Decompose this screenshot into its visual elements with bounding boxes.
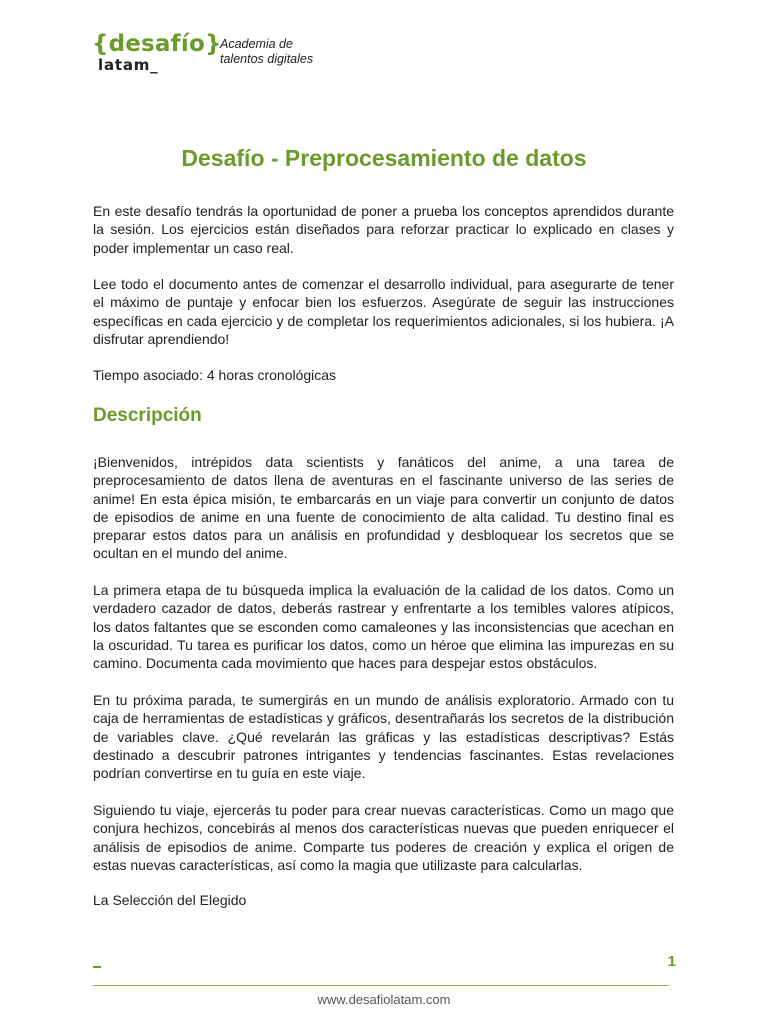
time-note: Tiempo asociado: 4 horas cronológicas [93,367,337,383]
logo-brand: {desafío} [92,31,222,57]
description-paragraph: La Selección del Elegido [93,892,247,908]
footer-dash [93,966,101,968]
time-note-block [93,366,674,384]
intro-paragraph-2-block [93,275,674,348]
intro-paragraph: Lee todo el documento antes de comenzar el desarrollo individual, para asegurarte de tener el máximo de puntaje y enfocar bien los esfuerzos. Asegúrate de seguir las instrucciones específicas en cada ejercicio y de completar los requerimientos adicionales, si los hubiera. ¡A disfrutar aprendiendo! [93,276,674,347]
description-paragraph: ¡Bienvenidos, intrépidos data scientists y fanáticos del anime, a una tarea de preprocesamiento de datos llena de aventuras en el fascinante universo de las series de anime! En esta épica misión, te embarcarás en un viaje para convertir un conjunto de datos de episodios de anime en una fuente de conocimiento de alta calidad. Tu destino final es preparar estos datos para un análisis en profundidad y desbloquear los secretos que se ocultan en el mundo del anime. [93,454,674,562]
footer-divider [93,985,669,986]
tagline-line-2: talentos digitales [220,52,314,66]
section-heading-descripcion: Descripción [93,405,202,426]
description-paragraph-4-block [93,801,674,874]
description-paragraph: Siguiendo tu viaje, ejercerás tu poder para crear nuevas características. Como un mago que conjura hechizos, concebirás al menos dos características nuevas que pueden enriquecer el análisis de episodios de anime. Comparte tus poderes de creación y explica el origen de estas nuevas características, así como la magia que utilizaste para calcularlas. [93,802,674,873]
page-number: 1 [667,953,676,970]
footer-url-link[interactable]: www.desafiolatam.com [317,992,451,1007]
description-paragraph-2-block [93,581,674,672]
description-paragraph-5-block [93,891,674,909]
intro-paragraph-1-block [93,202,674,257]
description-paragraph: En tu próxima parada, te sumergirás en un mundo de análisis exploratorio. Armado con tu caja de herramientas de estadísticas y gráficos, desentrañarás los secretos de la distribución de variables clave. ¿Qué revelarán las gráficas y las estadísticas descriptivas? Estás destinado a descubrir patrones intrigantes y tendencias fascinantes. Estas revelaciones podrían convertirse en tu guía en este viaje. [93,692,674,782]
desafio-latam-logo [92,31,222,73]
description-paragraph-3-block [93,691,674,782]
logo-sub: latam_ [98,56,159,74]
logo-tagline [220,37,313,67]
description-paragraph: La primera etapa de tu búsqueda implica la evaluación de la calidad de los datos. Como un verdadero cazador de datos, deberás rastrear y enfrentarte a los temibles valores atípicos, los datos faltantes que se esconden como camaleones y las inconsistencias que acechan en la oscuridad. Tu tarea es purificar los datos, como un héroe que elimina las impurezas en su camino. Documenta cada movimiento que haces para despejar estos obstáculos. [93,582,674,672]
document-title: Desafío - Preprocesamiento de datos [181,145,587,171]
description-paragraph-1-block [93,453,674,563]
tagline-line-1: Academia de [220,37,293,51]
intro-paragraph: En este desafío tendrás la oportunidad de poner a prueba los conceptos aprendidos durante la sesión. Los ejercicios están diseñados para reforzar practicar lo explicado en clases y poder implementar un caso real. [93,203,674,256]
